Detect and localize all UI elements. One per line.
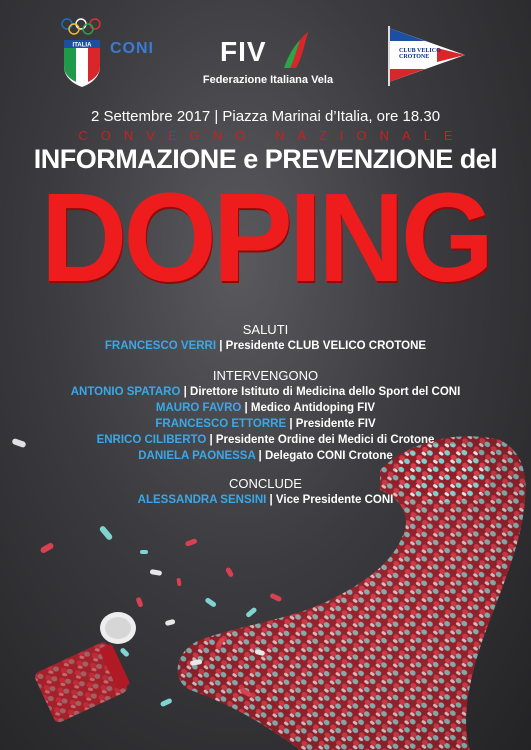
fiv-subtitle: Federazione Italiana Vela: [202, 74, 334, 86]
saluti-heading: SALUTI: [242, 322, 289, 337]
speaker-name: ANTONIO SPATARO: [70, 386, 181, 398]
speaker-line: [0, 418, 531, 430]
speaker-line: [0, 386, 531, 398]
speaker-name: DANIELA PAONESSA: [138, 450, 256, 462]
club-logo: [385, 24, 469, 86]
event-title: DOPING: [40, 167, 491, 309]
speaker-name: FRANCESCO VERRI: [104, 340, 217, 352]
intervengono-heading: INTERVENGONO: [212, 368, 319, 383]
coni-label: CONI: [110, 40, 154, 57]
speaker-line: [0, 402, 531, 414]
speaker-line: [0, 434, 531, 446]
event-headline: INFORMAZIONE e PREVENZIONE del: [33, 144, 498, 174]
italy-shield-icon: [62, 38, 102, 88]
speaker-role: | Presidente CLUB VELICO CROTONE: [216, 340, 427, 352]
svg-text:ITALIA: ITALIA: [72, 42, 92, 49]
speaker-role: | Presidente Ordine dei Medici di Crotone: [206, 434, 435, 446]
fiv-logo: [198, 28, 338, 90]
speaker-name: MAURO FAVRO: [155, 402, 242, 414]
speaker-role: | Presidente FIV: [286, 418, 376, 430]
speaker-name: ENRICO CILIBERTO: [96, 434, 207, 446]
olympic-rings-icon: [60, 18, 102, 36]
conclude-heading: CONCLUDE: [229, 476, 302, 491]
speaker-name: ALESSANDRA SENSINI: [137, 494, 267, 506]
fiv-sail-icon: [282, 30, 312, 70]
speaker-role: | Delegato CONI Crotone: [255, 450, 393, 462]
speaker-role: | Vice Presidente CONI: [266, 494, 394, 506]
header-logos: [0, 0, 531, 100]
speaker-line: [0, 450, 531, 462]
speaker-role: | Medico Antidoping FIV: [241, 402, 376, 414]
speaker-role: | Direttore Istituto di Medicina dello Sport del CONI: [180, 386, 461, 398]
speaker-name: FRANCESCO ETTORRE: [155, 418, 287, 430]
speaker-line: [0, 494, 531, 506]
pill-bottle-icon: [33, 612, 136, 724]
event-date-location: 2 Settembre 2017 | Piazza Marinai d’Italia, ore 18.30: [90, 108, 441, 125]
event-subtitle: CONVEGNO NAZIONALE: [78, 128, 466, 143]
fiv-mark: FIV: [220, 36, 267, 67]
speaker-line: [0, 340, 531, 352]
club-label: CLUB VELICO CROTONE: [399, 48, 441, 60]
